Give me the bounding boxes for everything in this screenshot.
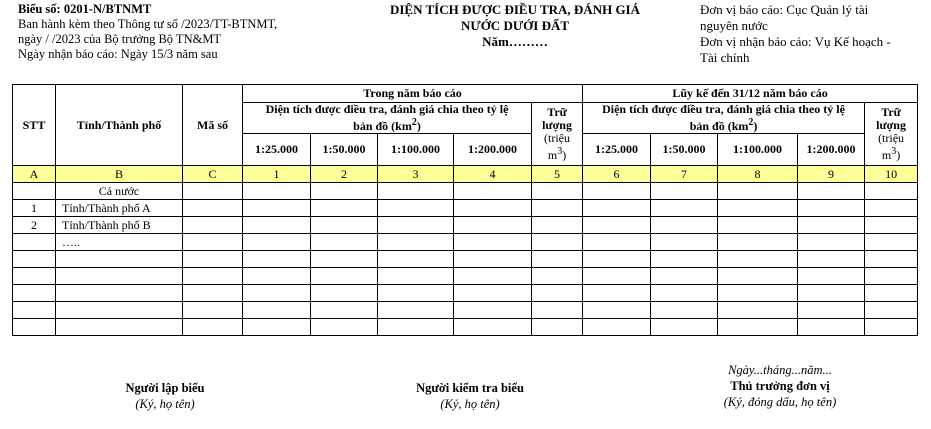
report-year: Năm………: [482, 34, 548, 49]
row-stt: 1: [13, 200, 56, 217]
report-receipt-date: Ngày nhận báo cáo: Ngày 15/3 năm sau: [18, 47, 218, 61]
reserve-unit-close: ): [562, 148, 567, 162]
area-unit-close: ): [416, 119, 421, 133]
index-cell: 8: [718, 166, 798, 183]
reserve-label-2: lượng: [542, 118, 572, 132]
reserve-unit-sup: 3: [891, 146, 897, 157]
reserve-unit-m: m: [881, 148, 892, 162]
row-stt: 2: [13, 217, 56, 234]
receiving-unit-line1: Đơn vị nhận báo cáo: Vụ Kế hoạch -: [700, 34, 891, 49]
area-header-line1: Diện tích được điều tra, đánh giá chia theo tỷ lệ: [265, 102, 509, 116]
scale-100k: 1:100.000: [718, 134, 798, 166]
area-header-line2: [583, 116, 864, 133]
index-cell: 3: [378, 166, 454, 183]
reserve-unit-1: (triệu: [544, 131, 571, 145]
reserve-label-1: Trữ: [881, 105, 901, 119]
header-left: [18, 2, 338, 62]
reserve-unit-sup: 3: [557, 146, 563, 157]
date-line: Ngày...tháng...năm...: [728, 363, 832, 377]
col-province: Tỉnh/Thành phố: [56, 85, 183, 166]
checker-role: Người kiểm tra biểu: [416, 381, 524, 395]
table-row: [13, 251, 918, 268]
area-unit: bản đồ (km: [353, 119, 412, 133]
index-cell: 5: [532, 166, 583, 183]
checker-note: (Ký, họ tên): [440, 397, 500, 411]
scale-25k: 1:25.000: [243, 134, 311, 166]
reserve-unit-2: [865, 145, 917, 162]
index-cell: 1: [243, 166, 311, 183]
group-cumulative: Lũy kế đến 31/12 năm báo cáo: [583, 85, 918, 103]
col-stt: STT: [13, 85, 56, 166]
scale-200k: 1:200.000: [454, 134, 532, 166]
index-cell: 9: [798, 166, 865, 183]
table-row: [13, 302, 918, 319]
row-stt: [13, 183, 56, 200]
scale-25k: 1:25.000: [583, 134, 651, 166]
reserve-unit-1: (triệu: [878, 131, 905, 145]
index-row: [13, 166, 918, 183]
area-header-year: [243, 103, 532, 134]
area-unit-sup: 2: [411, 117, 417, 128]
reserve-unit-m: m: [547, 148, 558, 162]
table-row: [13, 268, 918, 285]
index-cell: 4: [454, 166, 532, 183]
reserve-unit-2: [532, 145, 582, 162]
area-unit-close: ): [753, 119, 758, 133]
reserve-label-2: lượng: [876, 118, 906, 132]
form-code: Biểu số: 0201-N/BTNMT: [18, 2, 152, 16]
report-title-line1: DIỆN TÍCH ĐƯỢC ĐIỀU TRA, ĐÁNH GIÁ: [389, 2, 641, 17]
reserve-label-1: Trữ: [547, 105, 567, 119]
area-header-line2: [243, 116, 531, 133]
table-row: [13, 319, 918, 336]
area-unit-sup: 2: [748, 117, 754, 128]
index-cell: 7: [651, 166, 718, 183]
row-name: Tỉnh/Thành phố A: [56, 200, 183, 217]
table-row: [13, 183, 918, 200]
row-name: …..: [56, 234, 183, 251]
reporting-unit-line1: Đơn vị báo cáo: Cục Quản lý tài: [700, 2, 869, 17]
scale-50k: 1:50.000: [651, 134, 718, 166]
table-row: [13, 217, 918, 234]
issuance-date-line: ngày / /2023 của Bộ trưởng Bộ TN&MT: [18, 32, 222, 46]
head-role: Thủ trưởng đơn vị: [730, 379, 830, 393]
area-unit: bản đồ (km: [689, 119, 749, 133]
reserve-unit-close: ): [896, 148, 901, 162]
col-code: Mã số: [183, 85, 243, 166]
index-cell: 2: [311, 166, 378, 183]
row-name: Cả nước: [56, 183, 183, 200]
reserve-header-year: [532, 103, 583, 166]
index-cell: 6: [583, 166, 651, 183]
header-right: [700, 2, 925, 66]
header-center: [355, 2, 675, 50]
preparer-note: (Ký, họ tên): [135, 397, 195, 411]
area-header-cumulative: [583, 103, 865, 134]
index-cell: 10: [865, 166, 918, 183]
issuance-line: Ban hành kèm theo Thông tư số /2023/TT-BTNMT,: [18, 17, 278, 31]
index-cell: C: [183, 166, 243, 183]
reserve-header-cumulative: [865, 103, 918, 166]
scale-100k: 1:100.000: [378, 134, 454, 166]
reporting-unit-line2: nguyên nước: [700, 18, 768, 33]
scale-200k: 1:200.000: [798, 134, 865, 166]
scale-50k: 1:50.000: [311, 134, 378, 166]
row-name: Tỉnh/Thành phố B: [56, 217, 183, 234]
table-row: [13, 285, 918, 302]
preparer-signature: [80, 380, 250, 412]
report-title-line2: NƯỚC DƯỚI ĐẤT: [460, 18, 570, 33]
preparer-role: Người lập biểu: [125, 381, 205, 395]
index-cell: A: [13, 166, 56, 183]
table-row: [13, 234, 918, 251]
head-note: (Ký, đóng dấu, họ tên): [723, 395, 837, 409]
row-stt: [13, 234, 56, 251]
index-cell: B: [56, 166, 183, 183]
report-table: [12, 84, 918, 336]
receiving-unit-line2: Tài chính: [700, 50, 750, 65]
area-header-line1: Diện tích được điều tra, đánh giá chia theo tỷ lệ: [602, 102, 845, 116]
table-row: [13, 200, 918, 217]
checker-signature: [380, 380, 560, 412]
head-signature: [680, 362, 880, 410]
group-year: Trong năm báo cáo: [243, 85, 583, 103]
